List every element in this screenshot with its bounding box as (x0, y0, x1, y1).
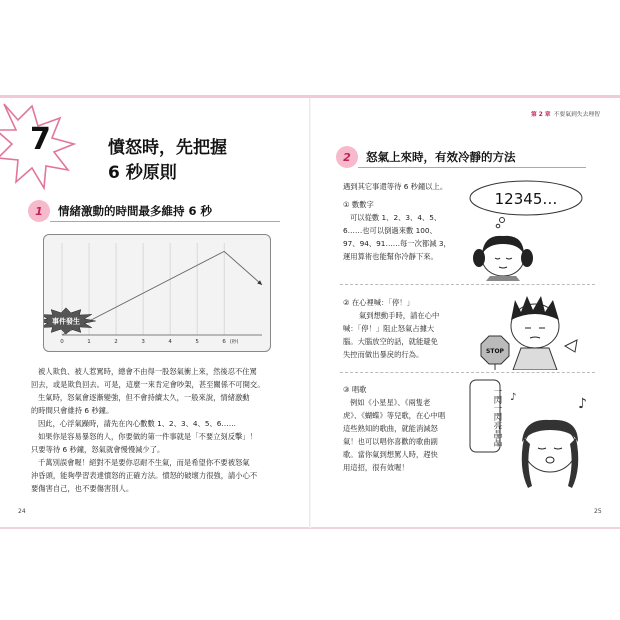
music-note-icon: ♪ (510, 392, 517, 403)
section-1-underline (50, 221, 280, 222)
chapter-number: 7 (30, 122, 51, 157)
music-note-icon: ♪ (578, 396, 587, 412)
paragraph-line: 如果你是容易暴怒的人，你要做的第一件事就是「不要立刻反擊」！ (38, 432, 257, 441)
section-1-title: 情緒激動的時間最多維持 6 秒 (58, 204, 213, 218)
paragraph-line: 生氣時，怒氣會逐漸變強，但不會持續太久，一般來說，情緒激動 (38, 393, 250, 402)
divider (340, 372, 595, 373)
method-line: 例如《小星星》、《兩隻老 (350, 398, 431, 407)
gutter (309, 98, 311, 528)
stop-sign-text: STOP (486, 348, 504, 355)
paragraph-line: 要傷害自己，也不要傷害別人。 (31, 484, 134, 493)
method-line: 失控而做出暴戾的行為。 (343, 350, 424, 359)
method-line: 運用算術也能幫你冷靜下來。 (343, 252, 438, 261)
chart-tick-label: 4 (168, 339, 172, 345)
chapter-title (108, 136, 227, 186)
method-line: 6……也可以倒過來數 100、 (343, 226, 437, 235)
method-line: 氣！也可以唱你喜歡的歌曲副 (343, 437, 438, 446)
right-page-number: 25 (594, 508, 602, 515)
chart-svg (44, 235, 272, 353)
running-head (531, 109, 600, 118)
method-line: 用這招，很有效喔！ (343, 463, 409, 472)
section-2-heading (336, 146, 516, 168)
section-2-title: 怒氣上來時，有效冷靜的方法 (366, 150, 516, 164)
method-line: 腦。大腦放空的話，就能避免 (343, 337, 438, 346)
method-2 (343, 296, 439, 361)
boy-stop-illustration (475, 290, 590, 370)
method-1-label: ① 數數字 (343, 200, 374, 209)
method-3-label: ③ 唱歌 (343, 385, 367, 394)
method-line: 虎》、《蝴蝶》等兒歌，在心中唱 (343, 411, 446, 420)
running-head-title: 不要氣到失去理智 (553, 112, 600, 118)
method-3 (343, 383, 445, 474)
paragraph-line: 回去，或是欺負回去。可是，這麼一來肯定會吵架，甚至關係不可開交。 (31, 380, 265, 389)
emotion-chart (43, 234, 271, 352)
method-line: 氣到想動手時，請在心中 (359, 311, 440, 320)
chart-x-unit: (秒) (229, 340, 239, 345)
method-1 (343, 198, 451, 263)
chart-tick-label: 5 (195, 339, 199, 345)
paragraph-line: 被人欺負、被人惹罵時，總會不由得一股怒氣衝上來，然後忍不住罵 (38, 367, 257, 376)
section-2-underline (358, 167, 586, 168)
chapter-title-line2: 6 秒原則 (108, 163, 177, 183)
running-head-chapter: 第 2 章 (530, 112, 551, 118)
chapter-title-line1: 憤怒時，先把握 (108, 138, 227, 158)
paragraph-line: 因此，心浮氣躁時，請先在內心數數 1、2、3、4、5、6…… (38, 419, 237, 428)
section-2-badge: 2 (336, 146, 358, 168)
chart-tick-label: 3 (141, 339, 145, 345)
song-lyric: 一閃一閃亮晶晶 (492, 387, 502, 447)
girl-counting-illustration (468, 176, 598, 281)
chart-series-line (62, 251, 262, 335)
paragraph-line: 千萬別誤會喔！絕對不是要你忍耐不生氣，而是希望你不要被怒氣 (38, 458, 250, 467)
method-line: 97、94、91……每一次都減 3， (343, 239, 451, 248)
method-2-label: ② 在心裡喊：「停！」 (343, 298, 414, 307)
method-line: 可以從數 1、2、3、4、5、 (350, 213, 442, 222)
chart-tick-label: 6 (222, 339, 226, 345)
paragraph-line: 只要等待 6 秒鐘，怒氣就會慢慢減少了。 (31, 445, 165, 454)
chart-tick-label: 2 (114, 339, 118, 345)
divider (340, 284, 595, 285)
method-line: 歌。當你氣到想罵人時，趕快 (343, 450, 438, 459)
paragraph-line: 的時間只會維持 6 秒鐘。 (31, 406, 114, 415)
chart-tick-label: 0 (60, 339, 64, 345)
bubble-numbers: 12345… (494, 190, 558, 208)
method-line: 喊：「停！」阻止怒氣占據大 (343, 324, 435, 333)
section-1-badge: 1 (28, 200, 50, 222)
left-body-text (31, 365, 265, 495)
chart-tick-label: 1 (87, 339, 91, 345)
section-2-intro: 遇到其它事還等待 6 秒鐘以上。 (343, 182, 448, 191)
chart-annotation-label: 事件發生 (52, 317, 80, 326)
method-line: 這些熟知的歌曲，就能消減怒 (343, 424, 438, 433)
paragraph-line: 沖昏頭，能夠學習表達憤怒的正確方法。憤怒的破壞力很強，請小心不 (31, 471, 258, 480)
left-page-number: 24 (18, 508, 26, 515)
section-1-heading (28, 200, 212, 222)
